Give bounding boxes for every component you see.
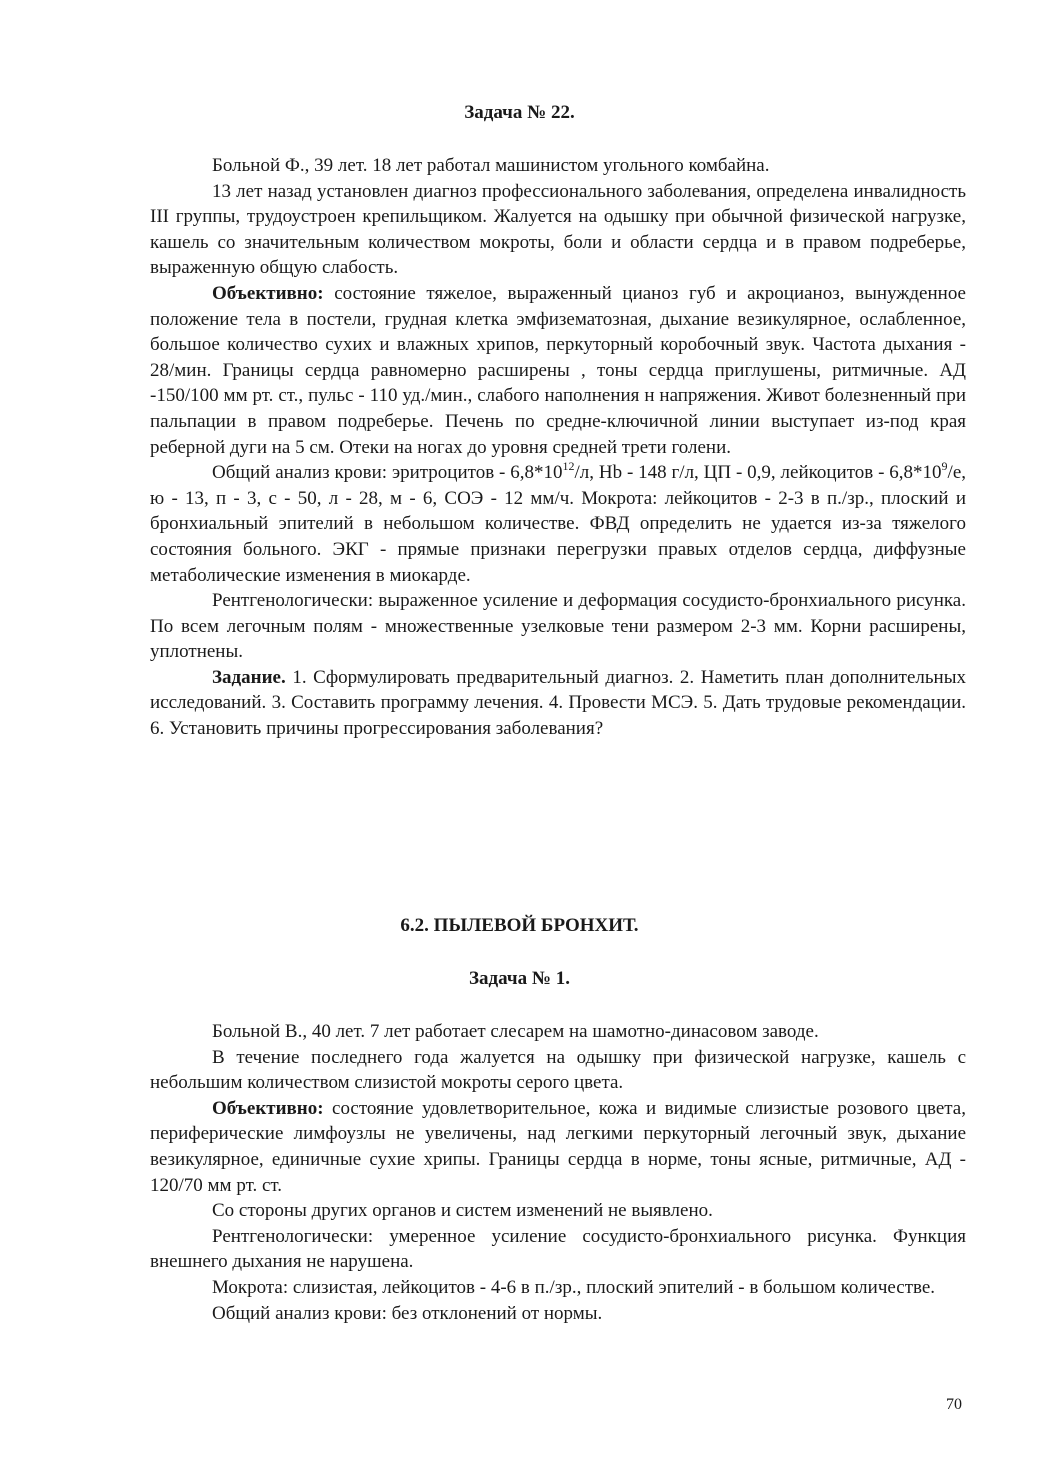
task-1-sputum: Мокрота: слизистая, лейкоцитов - 4-6 в п./зр., плоский эпителий - в большом количестве.	[212, 1276, 936, 1298]
blood-text-c: /е, ю - 13, п - 3, с - 50, л - 28, м - 6, СОЭ - 12 мм/ч. Мокрота: лейкоцитов - 2-3 в п./зр., плоский и бронхиальный эпителий в небольшом количестве. ФВД определить не удается из-за тяжелого состояния больного. ЭКГ - прямые признаки перегрузки правых отделов сердца, диффузные метаболические изменения в миокарде.	[150, 462, 967, 586]
task-1-title: Задача № 1.	[469, 968, 570, 989]
task-1-blood-analysis: Общий анализ крови: без отклонений от нормы.	[212, 1302, 603, 1324]
task-22-blood-analysis	[150, 460, 966, 588]
blood-exponent-1: 12	[562, 458, 575, 473]
objective-text: состояние тяжелое, выраженный цианоз губ и акроцианоз, вынужденное положение тела в постели, грудная клетка эмфизематозная, дыхание везикулярное, ослабленное, большое количество сухих и влажных хрипов, перкуторный коробочный звук. Частота дыхания - 28/мин. Границы сердца равномерно расширены , тоны сердца приглушены, ритмичные. АД -150/100 мм рт. ст., пульс - 110 уд./мин., слабого наполнения н напряжения. Живот болезненный при пальпации в правом подреберье. Печень по средне-ключичной линии выступает из-под края реберной дуги на 5 см. Отеки на ногах до уровня средней трети голени.	[150, 282, 966, 458]
task-22-title: Задача № 22.	[464, 102, 575, 123]
task-1-objective	[150, 1096, 966, 1198]
task-22-objective	[150, 281, 966, 460]
task-1-complaints: В течение последнего года жалуется на одышку при физической нагрузке, кашель с небольшим количеством слизистой мокроты серого цвета.	[150, 1046, 966, 1094]
blood-text-b: /л, Hb - 148 г/л, ЦП - 0,9, лейкоцитов - 6,8*10	[574, 462, 942, 484]
task-22-patient-line: Больной Ф., 39 лет. 18 лет работал машинистом угольного комбайна.	[212, 155, 770, 176]
task-1-other-organs: Со стороны других органов и систем изменений не выявлено.	[212, 1200, 713, 1222]
task-1-xray: Рентгенологически: умеренное усиление сосудисто-бронхиального рисунка. Функция внешнего дыхания не нарушена.	[150, 1225, 966, 1273]
objective-label: Объективно:	[212, 1097, 324, 1119]
blood-text-a: Общий анализ крови: эритроцитов - 6,8*10	[212, 462, 563, 484]
blood-exponent-2: 9	[941, 458, 948, 473]
assignment-text: 1. Сформулировать предварительный диагноз. 2. Наметить план дополнительных исследований. 3. Составить программу лечения. 4. Провести МСЭ. 5. Дать трудовые рекомендации. 6. Установить причины прогрессирования заболевания?	[150, 666, 966, 740]
task-1-body	[150, 1019, 966, 1326]
task-22-history: 13 лет назад установлен диагноз профессионального заболевания, определена инвалидность III группы, трудоустроен крепильщиком. Жалуется на одышку при обычной физической нагрузке, кашель со значительным количеством мокроты, боли и области сердца и в правом подреберье, выраженную общую слабость.	[150, 180, 966, 279]
section-heading: 6.2. ПЫЛЕВОЙ БРОНХИТ.	[400, 915, 639, 936]
assignment-label: Задание.	[212, 666, 286, 688]
task-1-patient-line: Больной В., 40 лет. 7 лет работает слесарем на шамотно-динасовом заводе.	[212, 1021, 819, 1042]
task-22-body	[150, 153, 966, 742]
task-22-xray: Рентгенологически: выраженное усиление и деформация сосудисто-бронхиального рисунка. По всем легочным полям - множественные узелковые тени размером 2-3 мм. Корни расширены, уплотнены.	[150, 590, 966, 663]
objective-text: состояние удовлетворительное, кожа и видимые слизистые розового цвета, периферические лимфоузлы не увеличены, над легкими перкуторный легочный звук, дыхание везикулярное, единичные сухие хрипы. Границы сердца в норме, тоны ясные, ритмичные, АД - 120/70 мм рт. ст.	[150, 1097, 966, 1196]
page-number: 70	[946, 1396, 962, 1413]
objective-label: Объективно:	[212, 282, 324, 304]
task-22-assignment	[150, 665, 966, 742]
